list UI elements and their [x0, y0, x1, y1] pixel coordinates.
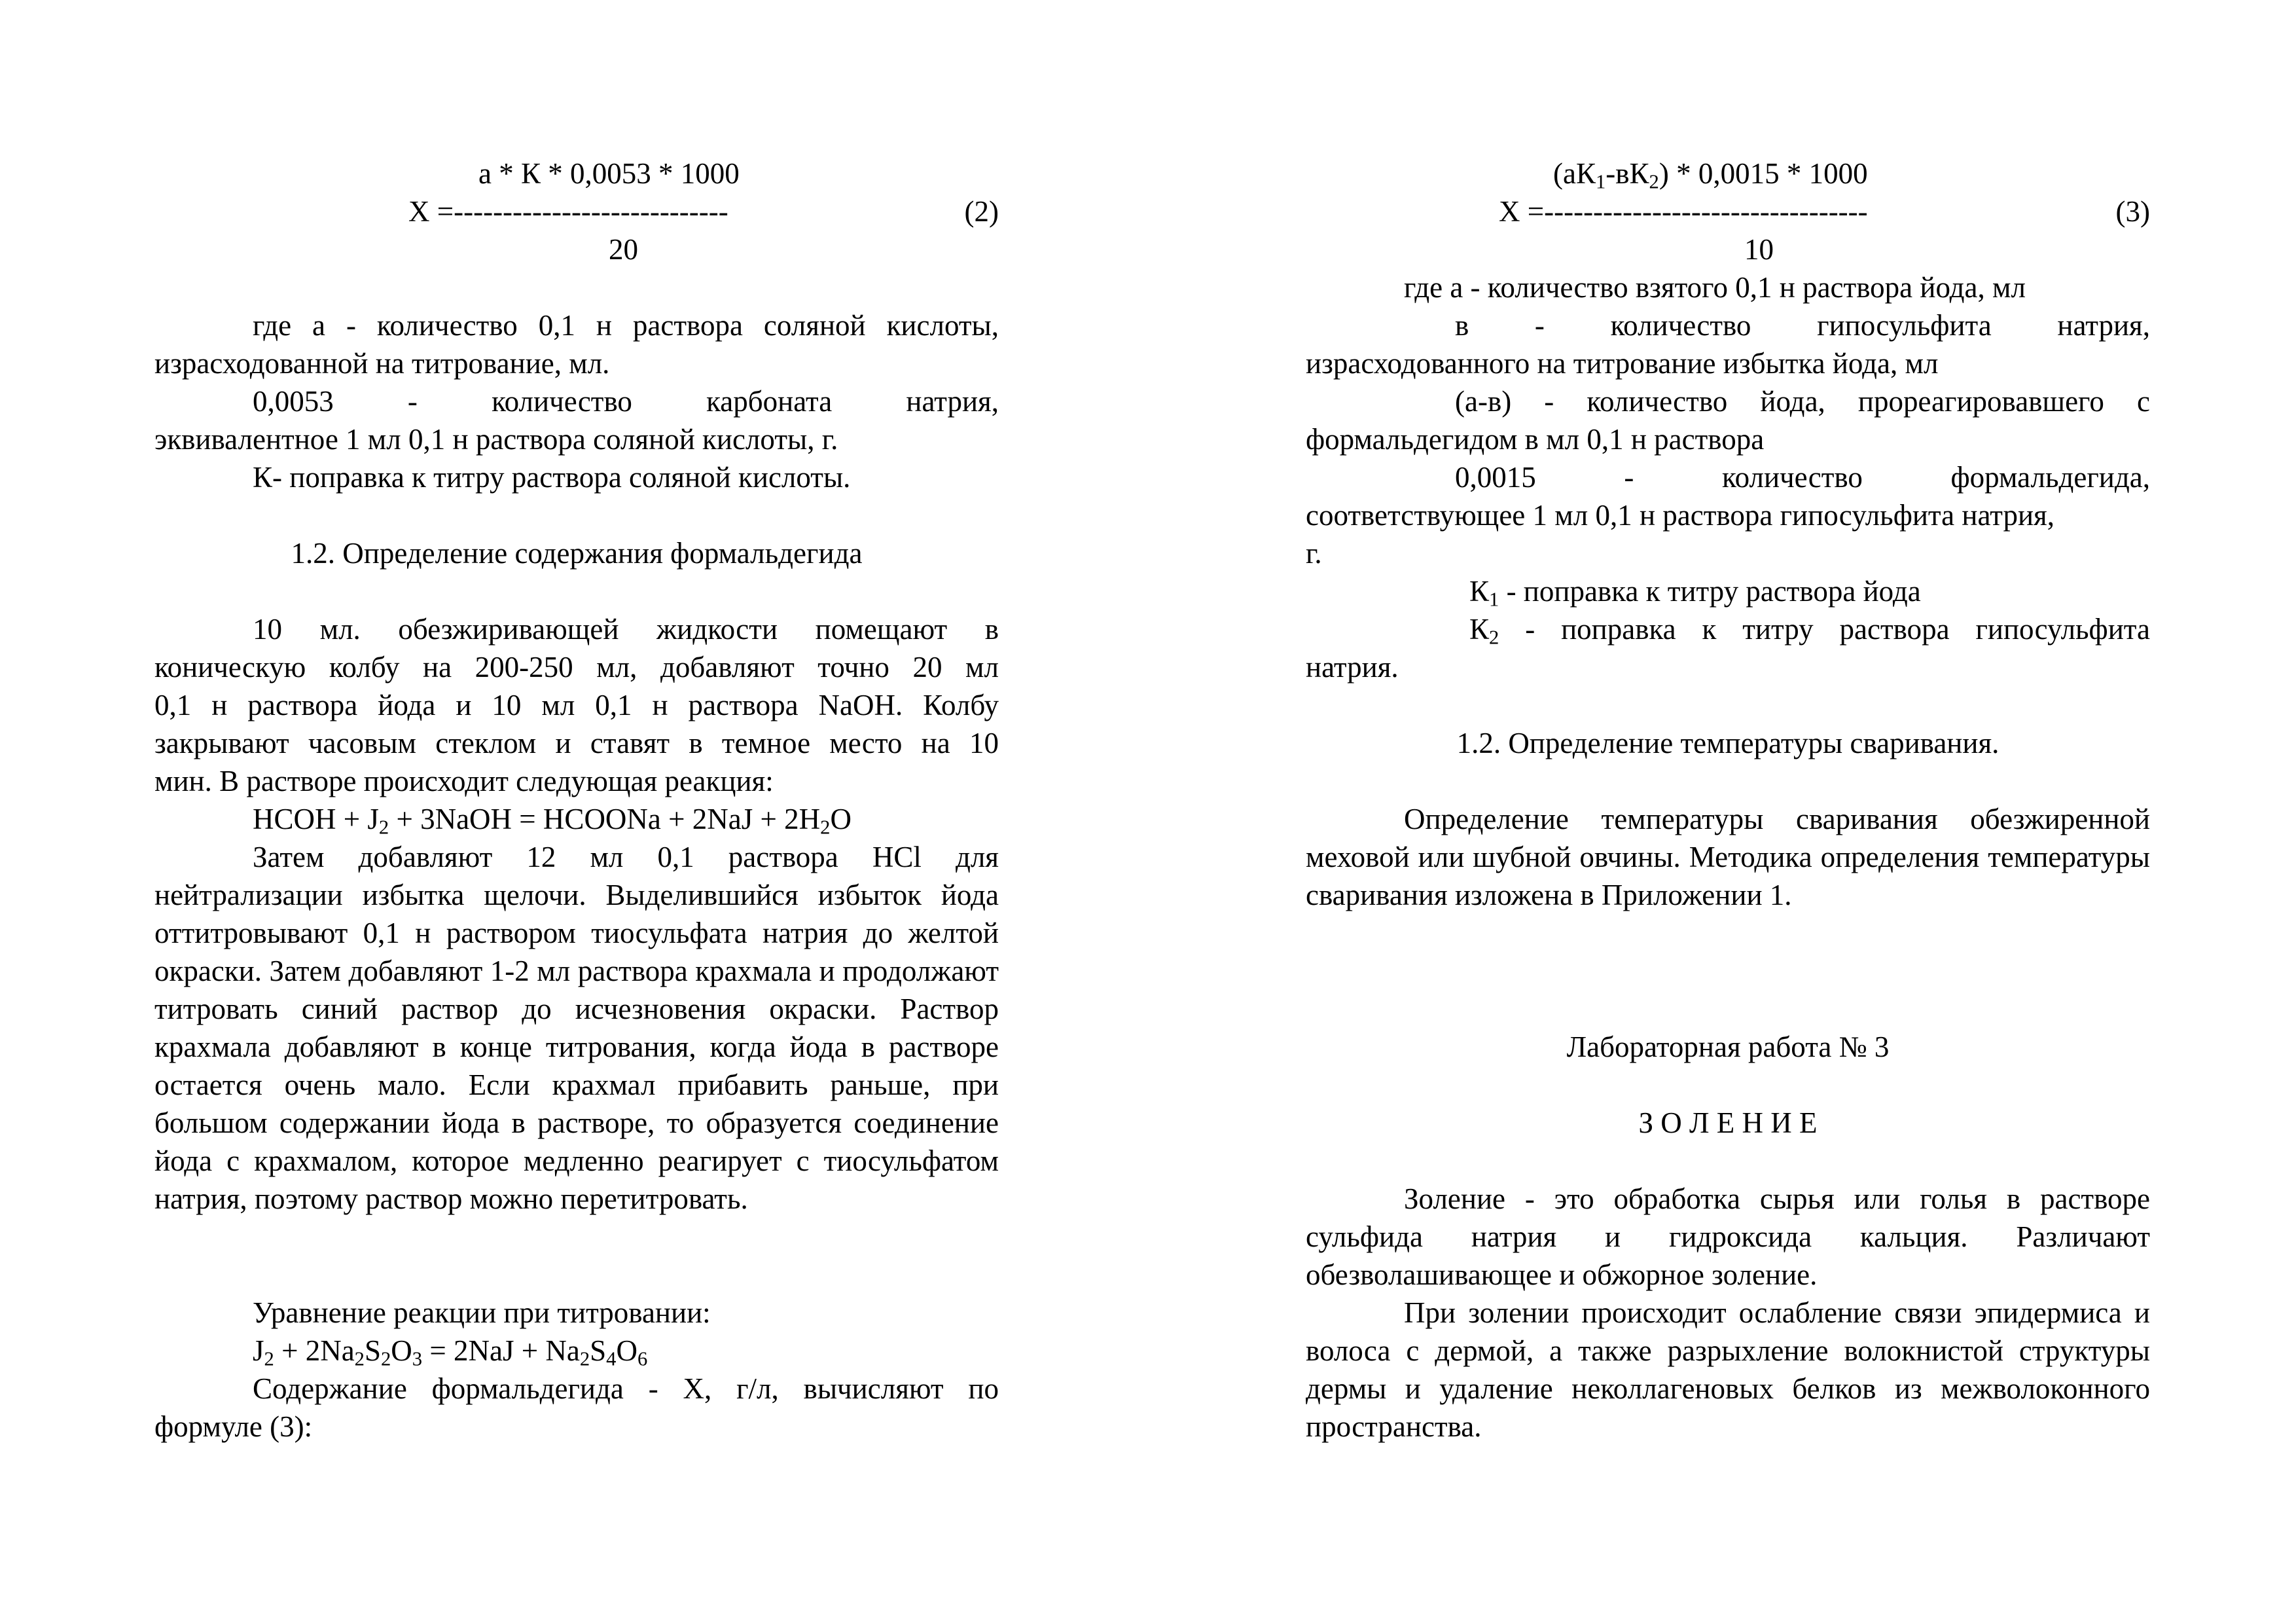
where-line: соответствующее 1 мл 0,1 н раствора гипосульфита натрия,: [1306, 499, 2055, 532]
formula-3-lhs: Х =---------------------------------: [1499, 195, 1868, 228]
titration-equation: $J_2 + 2Na_2S_2O_3 = 2NaJ + Na_2S_4O_6$: [253, 1334, 648, 1370]
where-line: где а - количество взятого 0,1 н раствора йода, мл: [1404, 271, 2026, 304]
body-line: мин. В растворе происходит следующая реакция:: [154, 765, 774, 797]
body-line: формуле (3):: [154, 1410, 313, 1443]
body-paragraph: Определение температуры сваривания обезжиренной меховой или шубной овчины. Методика определения температуры сваривания изложена в Приложении 1.: [1306, 803, 2150, 911]
where-line: натрия.: [1306, 651, 1399, 684]
formula-3-numerator: $(аК_1-вК_2) * 0,0015 * 1000$: [1553, 157, 1868, 193]
formula-2-denominator: 20: [609, 233, 638, 266]
reaction-equation: HCOH + $J_2$ + 3NaOH = HCOONa + $2NaJ + 2H_2O$: [253, 803, 852, 839]
body-line: закрывают часовым стеклом и ставят в темное место на 10: [154, 727, 999, 759]
formula-3-denominator: 10: [1744, 233, 1774, 266]
k2-definition: $К_2$ - поправка к титру раствора гипосульфита: [1469, 613, 2150, 649]
body-line: 0,1 н раствора йода и 10 мл 0,1 н раствора NaOH. Колбу: [154, 689, 999, 721]
titration-label: Уравнение реакции при титровании:: [253, 1296, 711, 1329]
section-heading: 1.2. Определение содержания формальдегида: [291, 537, 863, 570]
where-line: где а - количество 0,1 н раствора соляной кислоты,: [253, 309, 999, 342]
body-line: коническую колбу на 200-250 мл, добавляют точно 20 мл: [154, 651, 999, 684]
formula-2-lhs: Х =----------------------------: [408, 195, 728, 228]
k1-definition: $К_1$ - поправка к титру раствора йода: [1469, 575, 1921, 611]
where-line: 0,0015 - количество формальдегида,: [1455, 461, 2150, 494]
formula-2-number: (2): [964, 195, 999, 228]
where-line: израсходованного на титрование избытка йода, мл: [1306, 347, 1939, 380]
body-line: Содержание формальдегида - Х, г/л, вычисляют по: [253, 1372, 999, 1405]
where-line: эквивалентное 1 мл 0,1 н раствора соляной кислоты, г.: [154, 423, 838, 456]
where-line: (а-в) - количество йода, прореагировавшего с: [1455, 385, 2150, 418]
body-paragraph: Затем добавляют 12 мл 0,1 раствора HCl для нейтрализации избытка щелочи. Выделившийся избыток йода оттитровывают 0,1 н раствором тиосульфата натрия до желтой окраски. Затем добавляют 1-2 мл раствора крахмала и продолжают титровать синий раствор до исчезновения окраски. Раствор крахмала добавляют в конце титрования, когда йода в растворе остается очень мало. Если крахмал прибавить раньше, при большом содержании йода в растворе, то образуется соединение йода с крахмалом, которое медленно реагирует с тиосульфатом натрия, поэтому раствор можно перетитровать.: [154, 841, 999, 1215]
where-line: К- поправка к титру раствора соляной кислоты.: [253, 461, 851, 494]
where-line: г.: [1306, 537, 1322, 570]
formula-3-number: (3): [2115, 195, 2150, 228]
lab-subtitle: З О Л Е Н И Е: [1638, 1106, 1818, 1139]
where-line: израсходованной на титрование, мл.: [154, 347, 610, 380]
body-paragraph: При золении происходит ослабление связи эпидермиса и волоса с дермой, а также разрыхление волокнистой структуры дермы и удаление неколлагеновых белков из межволоконного пространства.: [1306, 1296, 2150, 1443]
lab-title: Лабораторная работа № 3: [1566, 1030, 1890, 1063]
body-line: 10 мл. обезжиривающей жидкости помещают в: [253, 613, 999, 646]
where-line: формальдегидом в мл 0,1 н раствора: [1306, 423, 1765, 456]
formula-2-numerator: а * К * 0,0053 * 1000: [478, 157, 740, 190]
body-paragraph: Золение - это обработка сырья или голья в растворе сульфида натрия и гидроксида кальция. Различают обезволашивающее и обжорное золение.: [1306, 1182, 2150, 1291]
where-line: в - количество гипосульфита натрия,: [1455, 309, 2150, 342]
section-heading: 1.2. Определение температуры сваривания.: [1456, 727, 2000, 759]
where-line: 0,0053 - количество карбоната натрия,: [253, 385, 999, 418]
